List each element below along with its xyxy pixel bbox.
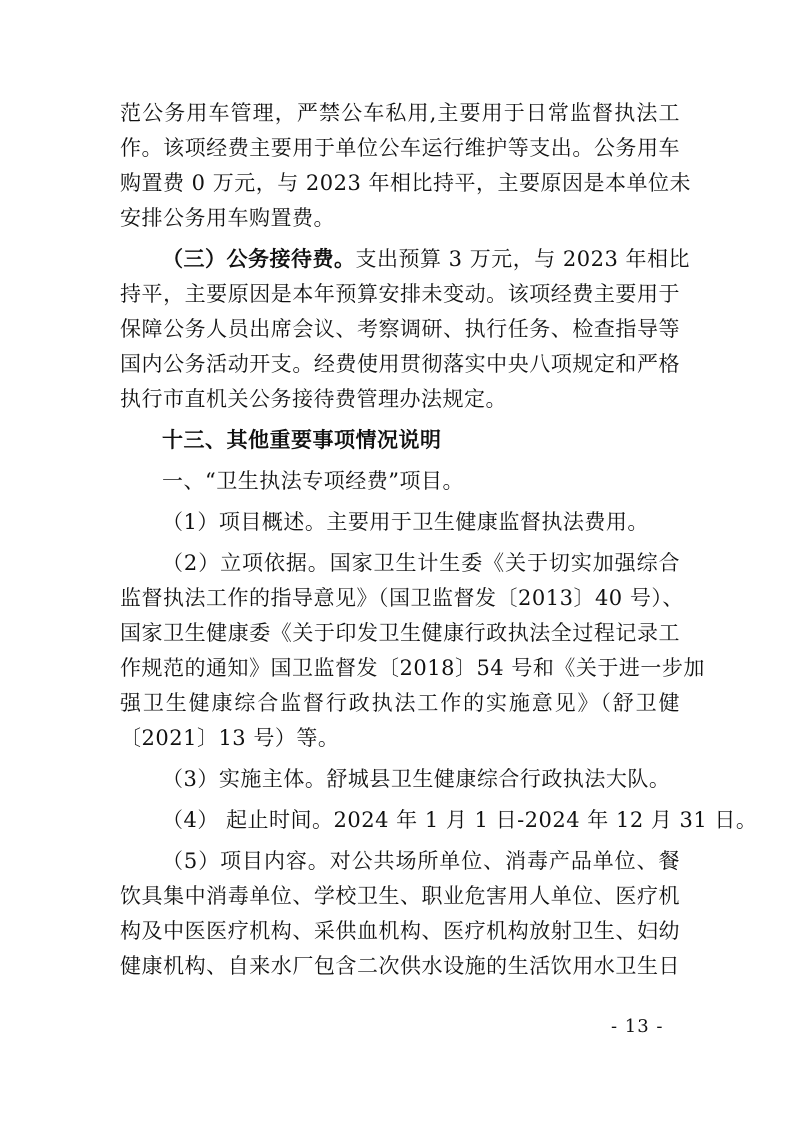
paragraph-reception-expenses [120,242,691,417]
text-line: 监督执法工作的指导意见》（国卫监督发〔2013〕40 号）、 [120,586,684,610]
text-line: 作。该项经费主要用于单位公车运行维护等支出。公务用车 [120,136,680,160]
text-line: 国内公务活动开支。经费使用贯彻落实中央八项规定和严格 [120,352,680,376]
text-line: 〔2021〕13 号）等。 [120,726,340,750]
text-line: 执行市直机关公务接待费管理办法规定。 [120,387,507,411]
text-line: 保障公务人员出席会议、考察调研、执行任务、检查指导等 [120,317,680,341]
paragraph-vehicle-expenses [120,96,692,236]
text-fragment: 支出预算 3 万元，与 2023 年相比 [355,247,691,271]
project-overview: （1）项目概述。主要用于卫生健康监督执法费用。 [162,510,649,534]
text-line: 作规范的通知》国卫监督发〔2018〕54 号和《关于进一步加 [120,656,705,680]
text-line: 饮具集中消毒单位、学校卫生、职业危害用人单位、医疗机 [120,884,680,908]
text-line: 购置费 0 万元，与 2023 年相比持平，主要原因是本单位未 [120,171,692,195]
text-line: （2）立项依据。国家卫生计生委《关于切实加强综合 [162,551,680,575]
text-line: 持平，主要原因是本年预算安排未变动。该项经费主要用于 [120,282,680,306]
paragraph-heading: （三）公务接待费。 [162,247,356,271]
text-line: （5）项目内容。对公共场所单位、消毒产品单位、餐 [162,849,680,873]
text-line: 健康机构、自来水厂包含二次供水设施的生活饮用水卫生日 [120,954,680,978]
document-body [120,96,758,984]
project-period: （4） 起止时间。2024 年 1 月 1 日-2024 年 12 月 31 日。 [162,808,758,832]
page-number: - 13 - [611,1016,664,1037]
project-content [120,844,680,984]
text-line: 范公务用车管理，严禁公车私用,主要用于日常监督执法工 [120,101,680,125]
section-other-important-matters [120,423,758,984]
implementing-entity: （3）实施主体。舒城县卫生健康综合行政执法大队。 [162,767,671,791]
project-basis [120,546,705,756]
text-line [120,242,691,277]
item-heading: 一、“卫生执法专项经费”项目。 [162,469,464,493]
text-line: 强卫生健康综合监督行政执法工作的实施意见》（舒卫健 [120,691,680,715]
text-line: 安排公务用车购置费。 [120,206,335,230]
section-title: 十三、其他重要事项情况说明 [162,428,442,452]
text-line: 国家卫生健康委《关于印发卫生健康行政执法全过程记录工 [120,621,680,645]
text-line: 构及中医医疗机构、采供血机构、医疗机构放射卫生、妇幼 [120,919,680,943]
